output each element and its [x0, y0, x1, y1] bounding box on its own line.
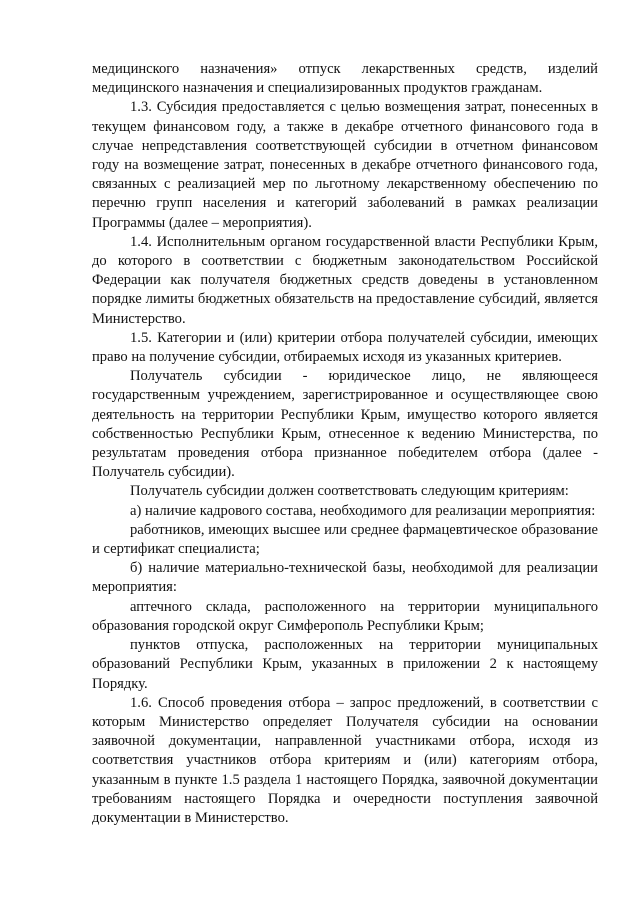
- paragraph-criterion-b: б) наличие материально-технической базы, необходимой для реализации мероприятия:: [92, 560, 598, 596]
- paragraph-1-3: 1.3. Субсидия предоставляется с целью возмещения затрат, понесенных в текущем финансовом году, а также в декабре отчетного финансового года в случае непредставления соответствующей субсидии в отчетном финансовом году на возмещение затрат, понесенных в декабре отчетного финансового года, связанных с реализацией мер по льготному лекарственному обеспечению по перечню групп населения и категорий заболеваний в рамках реализации Программы (далее – мероприятия).: [92, 99, 598, 231]
- document-page: [92, 60, 598, 828]
- paragraph-recipient-definition: Получатель субсидии - юридическое лицо, не являющееся государственным учреждением, зарегистрированное и осуществляющее свою деятельность на территории Республики Крым, имущество которого является собственностью Республики Крым, отнесенное к ведению Министерства, по результатам проведения отбора признанное победителем отбора (далее - Получатель субсидии).: [92, 368, 598, 481]
- paragraph-criterion-a-detail: работников, имеющих высшее или среднее фармацевтическое образование и сертификат специалиста;: [92, 521, 598, 558]
- paragraph-1-6: 1.6. Способ проведения отбора – запрос предложений, в соответствии с которым Министерство определяет Получателя субсидии на основании заявочной документации, направленной участниками отбора, исходя из соответствия участников отбора критериям и (или) категориям отбора, указанным в пункте 1.5 раздела 1 настоящего Порядка, заявочной документации требованиям настоящего Порядка и очередности поступления заявочной документации в Министерство.: [92, 694, 598, 826]
- paragraph-criteria-intro: Получатель субсидии должен соответствовать следующим критериям:: [130, 483, 569, 500]
- paragraph-continuation: медицинского назначения» отпуск лекарственных средств, изделий медицинского назначения и специализированных продуктов гражданам.: [92, 61, 598, 97]
- paragraph-1-5: 1.5. Категории и (или) критерии отбора получателей субсидии, имеющих право на получение субсидии, отбираемых исходя из указанных критериев.: [92, 329, 598, 366]
- paragraph-criterion-b-points: пунктов отпуска, расположенных на территории муниципальных образований Республики Крым, указанных в приложении 2 к настоящему Порядку.: [92, 637, 598, 692]
- paragraph-criterion-b-warehouse: аптечного склада, расположенного на территории муниципального образования городской округ Симферополь Республики Крым;: [92, 598, 598, 634]
- paragraph-1-4: 1.4. Исполнительным органом государственной власти Республики Крым, до которого в соответствии с бюджетным законодательством Российской Федерации как получателя бюджетных средств доведены в установленном порядке лимиты бюджетных обязательств на предоставление субсидий, является Министерство.: [92, 233, 598, 327]
- paragraph-criterion-a: а) наличие кадрового состава, необходимого для реализации мероприятия:: [130, 502, 596, 519]
